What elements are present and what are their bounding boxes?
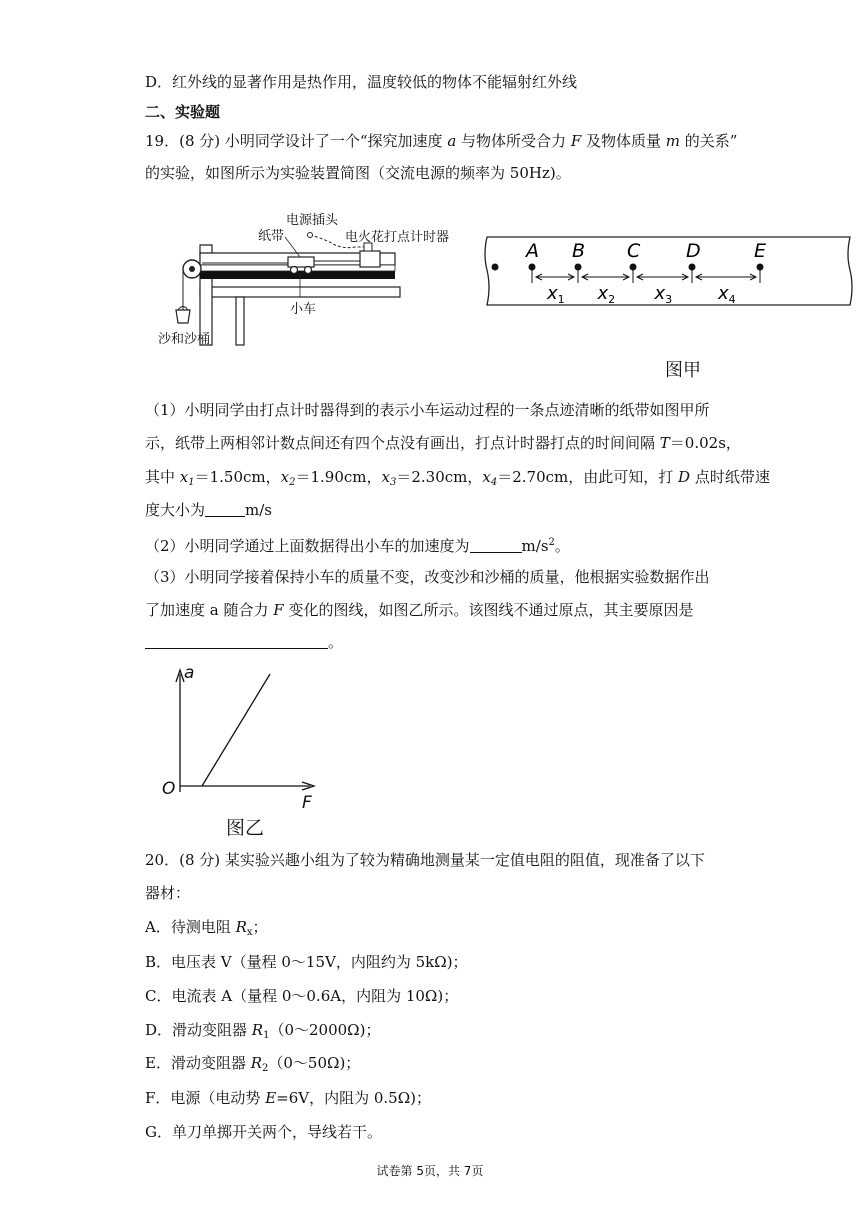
var-e: E <box>265 1089 277 1107</box>
figure-caption-yi: 图乙 <box>226 817 265 839</box>
y-axis-label: a <box>184 663 195 683</box>
q20-item-f: F．电源（电动势 E=6V，内阻为 0.5Ω)； <box>145 1089 431 1107</box>
graph-line <box>202 674 270 786</box>
q19-part3-line1: （3）小明同学接着保持小车的质量不变，改变沙和沙桶的质量，他根据实验数据作出 <box>145 568 710 586</box>
q19-part1-line4 <box>145 500 272 520</box>
var-f: F <box>570 132 582 150</box>
q19-intro-text: 与物体所受合力 <box>456 132 571 150</box>
q20-intro-line1: 20．(8 分) 某实验兴趣小组为了较为精确地测量某一定值电阻的阻值，现准备了以下 <box>145 851 705 869</box>
tape-start-dot <box>492 264 499 271</box>
unit-exponent: 2 <box>548 537 555 548</box>
q19-part2 <box>145 533 570 556</box>
q19-part1-text: 示，纸带上两相邻计数点间还有四个点没有画出，打点计时器打点的时间间隔 <box>145 434 660 452</box>
q19-part1-text: 其中 <box>145 468 180 486</box>
a-f-graph <box>150 662 330 810</box>
q20-intro-line2: 器材： <box>145 884 191 902</box>
var-d: D <box>678 468 691 486</box>
unit-ms: m/s <box>245 501 272 519</box>
var-x3: $x_3$ <box>381 468 397 488</box>
var-x1: $x_1$ <box>179 468 195 488</box>
q19-part1-line2 <box>145 433 741 453</box>
apparatus-diagram <box>150 205 460 355</box>
tape-segment-label-x3: $x_3$ <box>654 283 673 306</box>
var-t: T <box>659 434 670 452</box>
label-sand-bucket: 沙和沙桶 <box>158 332 211 347</box>
q19-intro-line2: 的实验，如图所示为实验装置简图（交流电源的频率为 50Hz)。 <box>145 164 571 182</box>
value-x3: ＝2.30cm， <box>396 468 483 486</box>
var-r1: R <box>251 1021 264 1039</box>
q19-part1-text: ＝0.02s， <box>669 434 741 452</box>
answer-blank-reason[interactable] <box>145 634 328 649</box>
var-x4: $x_4$ <box>482 468 498 488</box>
tape-segment-label-x1: $x_1$ <box>547 283 565 306</box>
answer-blank-acceleration[interactable] <box>470 538 522 553</box>
option-d: D．红外线的显著作用是热作用，温度较低的物体不能辐射红外线 <box>145 73 578 91</box>
tape-point-label-a: A <box>526 240 539 262</box>
q19-part3-text: 变化的图线，如图乙所示。该图线不通过原点，其主要原因是 <box>283 601 694 619</box>
var-f: F <box>273 601 284 619</box>
tape-point-label-b: B <box>572 240 586 262</box>
value-x1: ＝1.50cm， <box>194 468 281 486</box>
section-title: 二、实验题 <box>145 103 221 121</box>
answer-blank-velocity[interactable] <box>205 502 245 517</box>
tape-point-label-d: D <box>686 240 701 262</box>
q19-part1-text: 点时纸带速 <box>690 468 770 486</box>
var-rx: R <box>235 918 247 936</box>
tape-segment-label-x4: $x_4$ <box>718 283 736 306</box>
value-x2: ＝1.90cm， <box>295 468 382 486</box>
q19-part2-text: （2）小明同学通过上面数据得出小车的加速度为 <box>145 537 470 555</box>
q19-part2-text: 。 <box>554 537 570 555</box>
q19-part1-line3 <box>145 467 770 493</box>
x-axis-label: F <box>302 793 312 810</box>
q19-part3-line2 <box>145 600 693 620</box>
tape-point-label-e: E <box>754 240 767 262</box>
var-m: m <box>665 132 681 150</box>
q20-item-e: E．滑动变阻器 $R_2(0\sim 50\Omega)$； <box>145 1054 361 1074</box>
q19-intro-text: 19．(8 分) 小明同学设计了一个“探究加速度 <box>145 132 448 150</box>
q20-item-d: D．滑动变阻器 $R_1(0\sim 2000\Omega)$； <box>145 1021 381 1041</box>
label-timer: 电火花打点计时器 <box>345 230 450 245</box>
value-x4: ＝2.70cm，由此可知，打 <box>497 468 679 486</box>
q20-item-c: C．电流表 A（量程 0～0.6A，内阻为 10Ω)； <box>145 987 459 1005</box>
label-cart: 小车 <box>290 302 317 317</box>
q20-item-g: G．单刀单掷开关两个，导线若干。 <box>145 1123 382 1141</box>
q20-item-a: A．待测电阻 $R_x$； <box>145 918 268 938</box>
q19-intro-text: 及物体质量 <box>581 132 666 150</box>
paper-tape-diagram <box>475 225 855 320</box>
label-paper-tape: 纸带 <box>258 229 285 244</box>
page-footer: 试卷第 5页，共 7页 <box>376 1164 484 1178</box>
q19-part1-line1: （1）小明同学由打点计时器得到的表示小车运动过程的一条点迹清晰的纸带如图甲所 <box>145 401 710 419</box>
q20-item-b: B．电压表 V（量程 0～15V，内阻约为 5kΩ)； <box>145 953 468 971</box>
label-power-plug: 电源插头 <box>286 213 339 228</box>
var-r2: R <box>250 1054 263 1072</box>
q19-part3-text: 了加速度 a 随合力 <box>145 601 274 619</box>
q19-intro-line1 <box>145 131 737 151</box>
unit-ms2: m/s <box>521 537 549 555</box>
var-a: a <box>447 132 457 150</box>
tape-point-label-c: C <box>627 240 641 262</box>
q19-part3-line3 <box>145 632 343 652</box>
origin-label: O <box>162 779 176 799</box>
q19-intro-text: 的关系” <box>680 132 738 150</box>
q19-part3-text: 。 <box>328 633 344 651</box>
var-x2: $x_2$ <box>280 468 296 488</box>
figure-caption-jia: 图甲 <box>665 360 701 381</box>
q19-part1-text: 度大小为 <box>145 501 206 519</box>
tape-segment-label-x2: $x_2$ <box>597 283 616 306</box>
